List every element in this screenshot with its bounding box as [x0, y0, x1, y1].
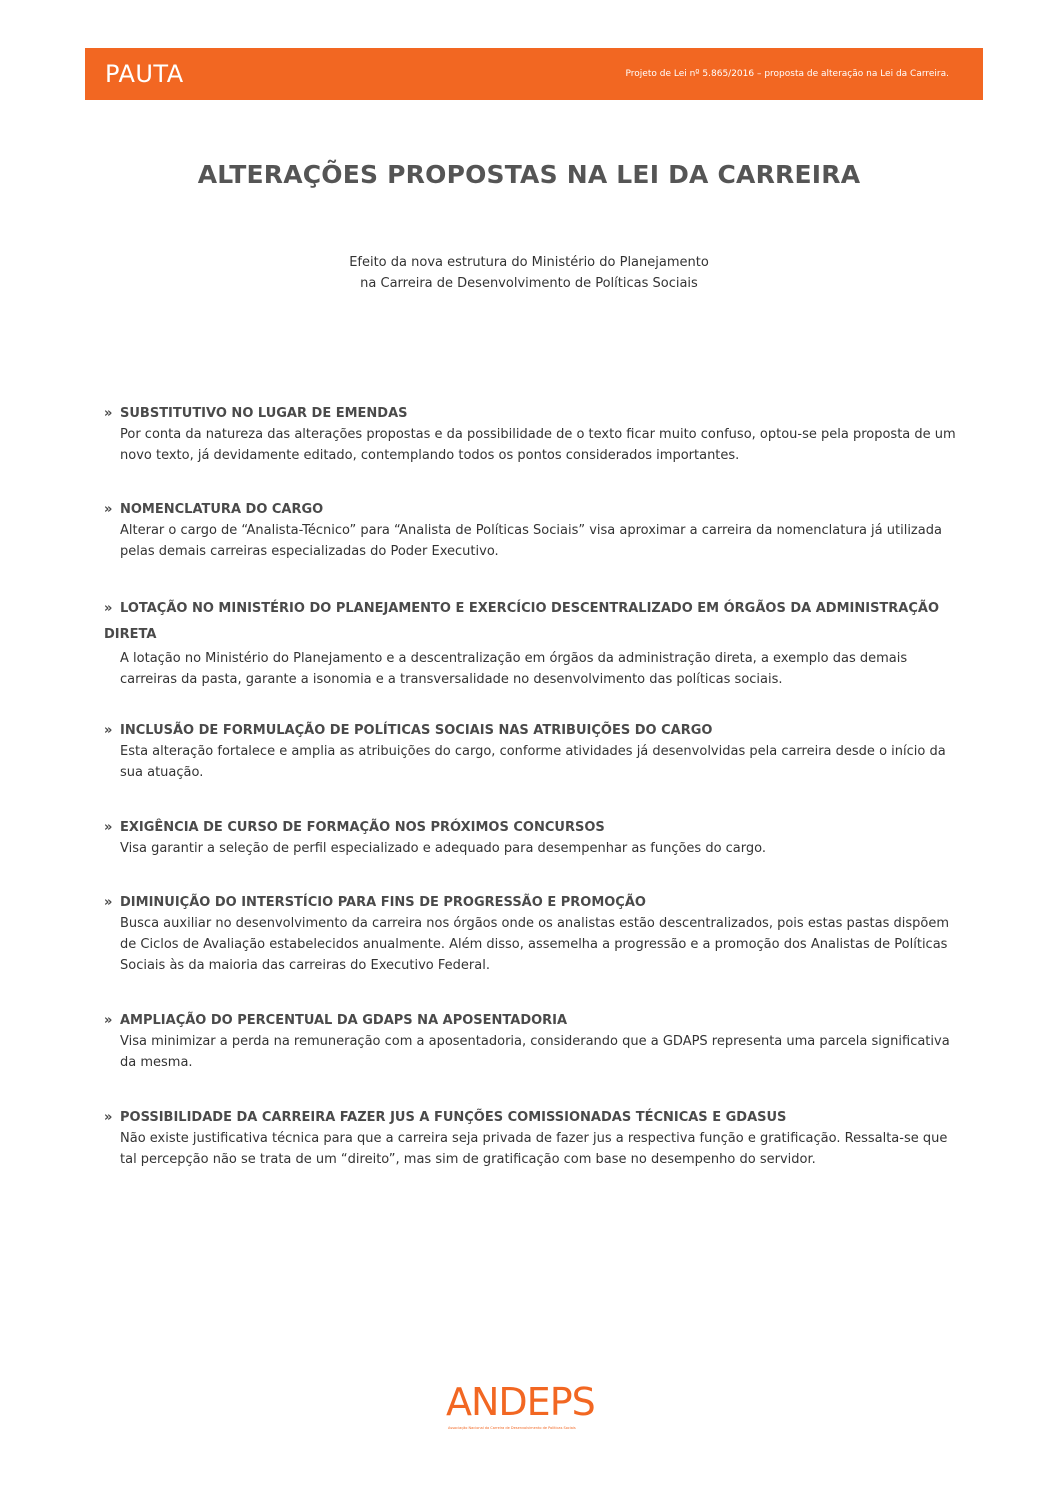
- section-heading: [104, 818, 964, 838]
- logo-wordmark: ANDEPS: [446, 1380, 595, 1424]
- header-band: [85, 48, 983, 100]
- section-lotacao: [104, 596, 964, 690]
- section-body: Não existe justificativa técnica para que a carreira seja privada de fazer jus a respectiva função e gratificação. Ressalta-se que tal percepção não se trata de um “direito”, mas sim de gratificação com base no desempenho do servidor.: [120, 1131, 948, 1167]
- document-subtitle-line2: na Carreira de Desenvolvimento de Políticas Sociais: [360, 276, 698, 291]
- section-possibilidade: [104, 1108, 964, 1170]
- bullet-icon: »: [104, 502, 113, 517]
- bullet-icon: »: [104, 406, 113, 421]
- section-heading-text: POSSIBILIDADE DA CARREIRA FAZER JUS A FUNÇÕES COMISSIONADAS TÉCNICAS E GDASUS: [120, 1110, 787, 1125]
- section-body: A lotação no Ministério do Planejamento e a descentralização em órgãos da administração direta, a exemplo das demais carreiras da pasta, garante a isonomia e a transversalidade no desenvolvimento das políticas sociais.: [120, 651, 908, 687]
- bullet-icon: »: [104, 601, 113, 616]
- section-heading: [104, 596, 964, 648]
- logo-caption: Associação Nacional da Carreira de Desenvolvimento de Políticas Sociais: [448, 1426, 576, 1430]
- section-heading: [104, 1011, 964, 1031]
- bullet-icon: »: [104, 723, 113, 738]
- document-subtitle: [0, 252, 1058, 294]
- section-substitutivo: [104, 404, 964, 466]
- section-heading-text: SUBSTITUTIVO NO LUGAR DE EMENDAS: [120, 406, 408, 421]
- bullet-icon: »: [104, 1013, 113, 1028]
- section-heading-text: EXIGÊNCIA DE CURSO DE FORMAÇÃO NOS PRÓXIMOS CONCURSOS: [120, 820, 605, 835]
- section-body: Busca auxiliar no desenvolvimento da carreira nos órgãos onde os analistas estão descentralizados, pois estas pastas dispõem de Ciclos de Avaliação estabelecidos anualmente. Além disso, assemelha a progressão e a promoção dos Analistas de Políticas Sociais às da maioria das carreiras do Executivo Federal.: [120, 916, 950, 973]
- section-heading: [104, 500, 964, 520]
- section-body: Por conta da natureza das alterações propostas e da possibilidade de o texto ficar muito confuso, optou-se pela proposta de um novo texto, já devidamente editado, contemplando todos os pontos considerados importantes.: [120, 427, 956, 463]
- section-body: Alterar o cargo de “Analista-Técnico” para “Analista de Políticas Sociais” visa aproximar a carreira da nomenclatura já utilizada pelas demais carreiras especializadas do Poder Executivo.: [120, 523, 942, 559]
- section-body: Visa garantir a seleção de perfil especializado e adequado para desempenhar as funções do cargo.: [120, 841, 767, 856]
- section-heading-text: AMPLIAÇÃO DO PERCENTUAL DA GDAPS NA APOSENTADORIA: [120, 1013, 568, 1028]
- header-subtitle: Projeto de Lei nº 5.865/2016 – proposta de alteração na Lei da Carreira.: [625, 69, 949, 79]
- section-heading-text: INCLUSÃO DE FORMULAÇÃO DE POLÍTICAS SOCIAIS NAS ATRIBUIÇÕES DO CARGO: [120, 723, 713, 738]
- bullet-icon: »: [104, 895, 113, 910]
- bullet-icon: »: [104, 820, 113, 835]
- document-title: ALTERAÇÕES PROPOSTAS NA LEI DA CARREIRA: [197, 160, 861, 189]
- header-title: PAUTA: [105, 60, 184, 88]
- section-heading-text: NOMENCLATURA DO CARGO: [120, 502, 324, 517]
- section-heading-text: DIMINUIÇÃO DO INTERSTÍCIO PARA FINS DE PROGRESSÃO E PROMOÇÃO: [120, 895, 646, 910]
- section-diminuicao: [104, 893, 964, 976]
- section-exigencia: [104, 818, 964, 859]
- section-heading: [104, 1108, 964, 1128]
- section-body: Visa minimizar a perda na remuneração com a aposentadoria, considerando que a GDAPS representa uma parcela significativa da mesma.: [120, 1034, 950, 1070]
- andeps-logo: [446, 1380, 612, 1440]
- document-subtitle-line1: Efeito da nova estrutura do Ministério do Planejamento: [349, 255, 709, 270]
- section-inclusao: [104, 721, 964, 783]
- section-nomenclatura: [104, 500, 964, 562]
- section-ampliacao: [104, 1011, 964, 1073]
- section-heading-text: LOTAÇÃO NO MINISTÉRIO DO PLANEJAMENTO E EXERCÍCIO DESCENTRALIZADO EM ÓRGÃOS DA ADMINISTRAÇÃO DIRETA: [104, 601, 940, 642]
- section-heading: [104, 893, 964, 913]
- bullet-icon: »: [104, 1110, 113, 1125]
- section-heading: [104, 404, 964, 424]
- section-heading: [104, 721, 964, 741]
- section-body: Esta alteração fortalece e amplia as atribuições do cargo, conforme atividades já desenvolvidas pela carreira desde o início da sua atuação.: [120, 744, 946, 780]
